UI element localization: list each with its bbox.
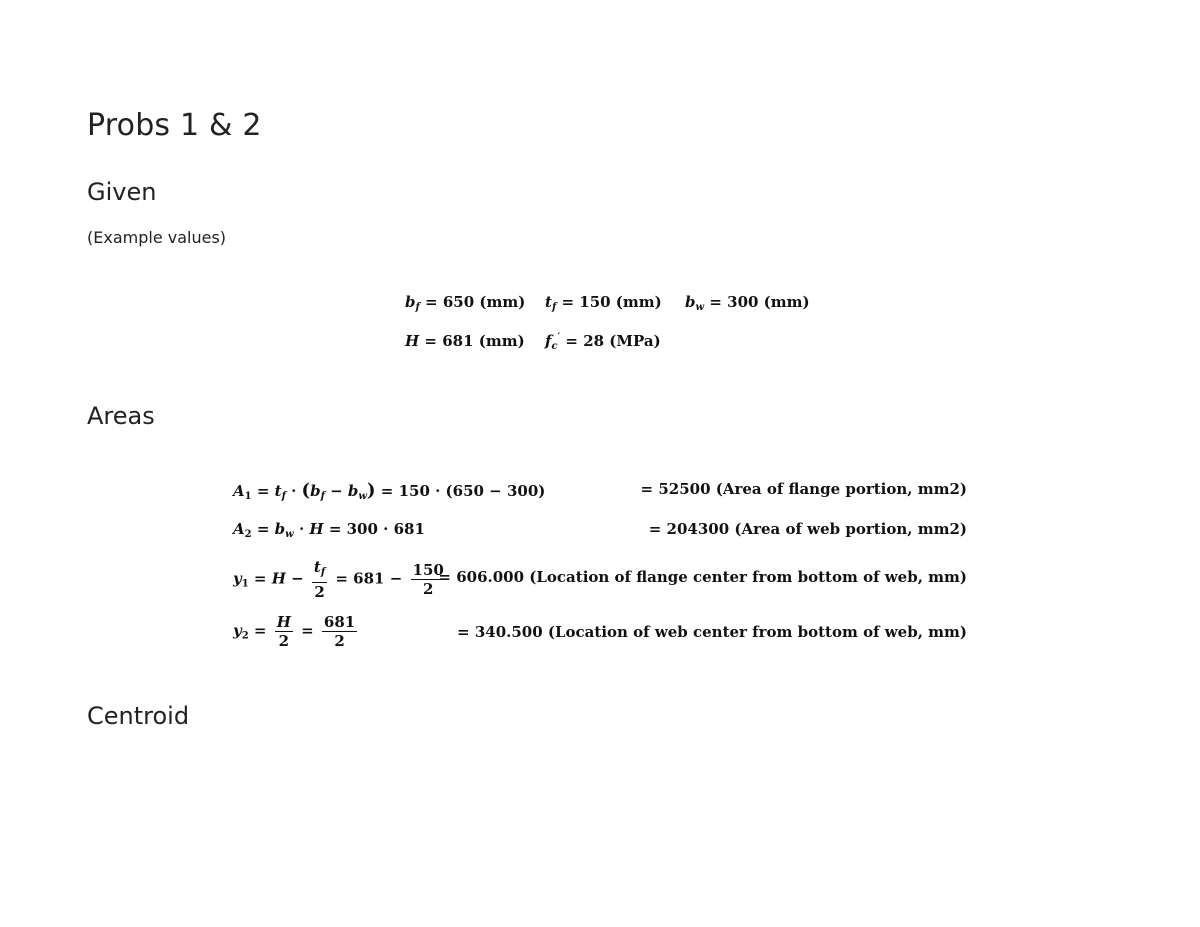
- given-tf: $t_f = 150$ (mm): [545, 293, 662, 313]
- section-heading-centroid: Centroid: [87, 702, 190, 730]
- fraction-y2-numerator: 681: [323, 613, 356, 631]
- example-note: (Example values): [87, 228, 227, 247]
- equation-y1: $y_1 = H$ − $\frac{t_f}{2}$ = 681 − $\frac{150}{2}$: [233, 558, 444, 601]
- given-bf-value: = 650 (mm): [425, 293, 526, 311]
- equation-a2-substitution: = 300 · 681: [328, 520, 425, 538]
- equation-y1-substitution: = 681 −: [335, 569, 403, 588]
- given-bw: $b_w = 300$ (mm): [685, 293, 810, 313]
- equation-y2: $y_2$ = $\frac{H}{2}$ = $\frac{681}{2}$: [233, 613, 356, 650]
- given-bw-value: = 300 (mm): [709, 293, 810, 311]
- fraction-h-over-2: $\frac{H}{2}$: [276, 613, 291, 650]
- fraction-y2-values: [322, 613, 357, 650]
- given-h-value: = 681 (mm): [424, 332, 525, 350]
- given-tf-value: = 150 (mm): [561, 293, 662, 311]
- fraction-y2-denominator: 2: [334, 632, 345, 650]
- result-a1: = 52500 (Area of flange portion, mm2): [640, 480, 967, 498]
- result-y2: = 340.500 (Location of web center from bottom of web, mm): [457, 623, 967, 641]
- section-heading-areas: Areas: [87, 402, 155, 430]
- equation-a2: $A_2 = b_w \cdot H = 300 \cdot 681$: [233, 520, 425, 540]
- result-y1: = 606.000 (Location of flange center from bottom of web, mm): [438, 568, 967, 586]
- result-a2: = 204300 (Area of web portion, mm2): [648, 520, 967, 538]
- given-h: H = 681 (mm): [405, 332, 525, 350]
- equation-a1-substitution: = 150 · (650 − 300): [380, 482, 546, 500]
- given-fc: $f_c' = 28$ (MPa): [545, 332, 661, 352]
- equation-a1: $A_1 = t_f \cdot (b_f - b_w) = 150 \cdot (650 - 300)$: [233, 480, 546, 502]
- page-title: Probs 1 & 2: [87, 108, 262, 143]
- given-fc-value: = 28 (MPa): [565, 332, 661, 350]
- fraction-y1-denominator: 2: [422, 580, 434, 598]
- fraction-tf-over-2: $\frac{t_f}{2}$: [313, 558, 326, 601]
- section-heading-given: Given: [87, 178, 157, 206]
- given-bf: $b_f = 650$ (mm): [405, 293, 526, 313]
- fraction-y1-numerator: 150: [412, 561, 444, 579]
